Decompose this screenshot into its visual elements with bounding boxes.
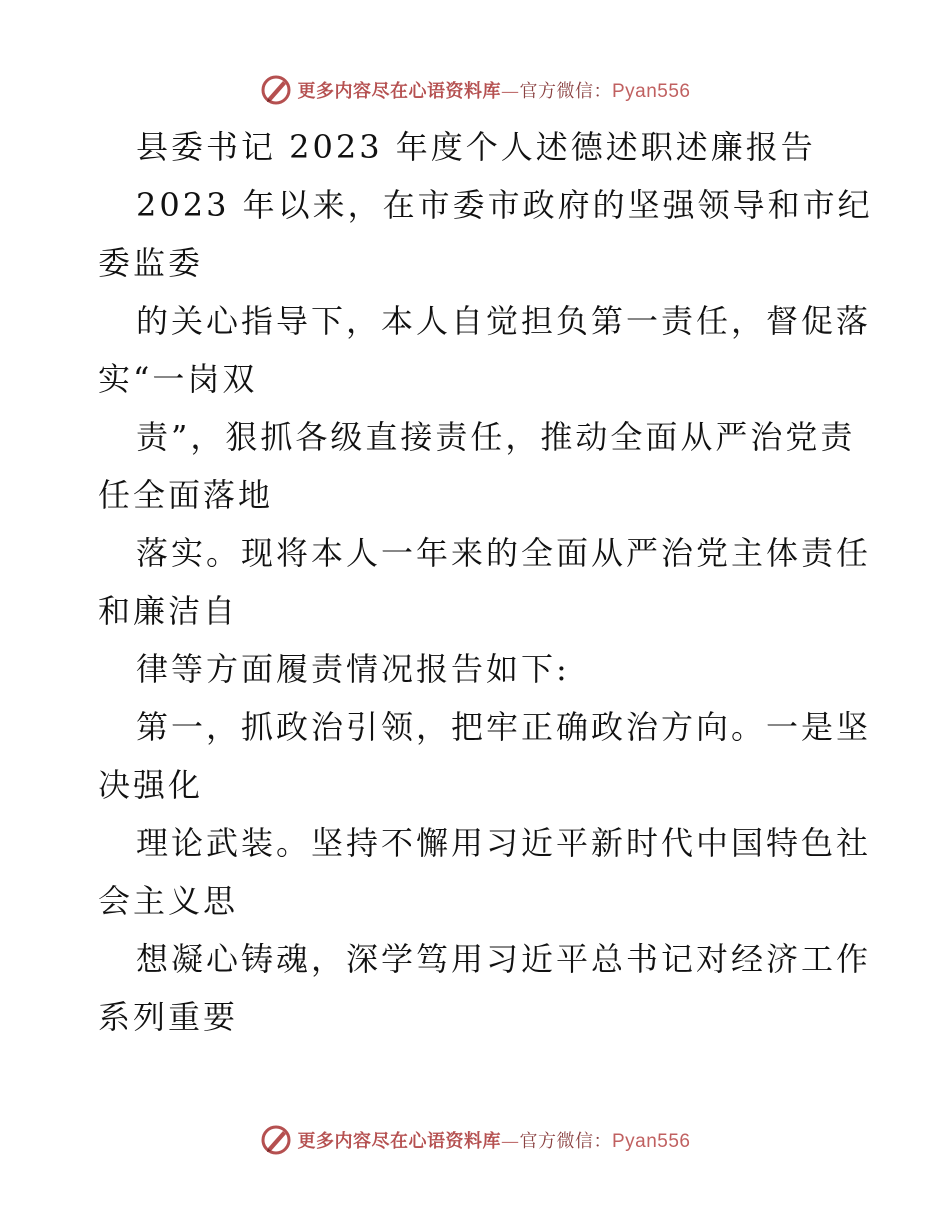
header-brand: 更多内容尽在心语资料库: [297, 81, 501, 102]
header-wechat-id: Pyan556: [611, 81, 691, 102]
paragraph-line: 会主义思: [98, 882, 239, 920]
footer-dash: —: [500, 1131, 520, 1152]
paragraph-line: 责”，狠抓各级直接责任，推动全面从严治党责: [136, 418, 856, 456]
header-wechat-label: 官方微信：: [519, 81, 612, 102]
footer-banner: [0, 1120, 950, 1160]
paragraph-line: 委监委: [98, 244, 204, 282]
footer-brand: 更多内容尽在心语资料库: [297, 1131, 501, 1152]
document-title: 县委书记 2023 年度个人述德述职述廉报告: [136, 128, 816, 166]
paragraph-line: 第一，抓政治引领，把牢正确政治方向。一是坚: [136, 708, 872, 746]
header-dash: —: [500, 81, 520, 102]
pen-logo-icon: [259, 1123, 293, 1157]
paragraph-line: 和廉洁自: [98, 592, 239, 630]
document-body: [98, 118, 873, 1046]
paragraph-line: 2023 年以来，在市委市政府的坚强领导和市纪: [136, 186, 873, 224]
footer-wechat-label: 官方微信：: [519, 1131, 612, 1152]
paragraph-line: 系列重要: [98, 998, 239, 1036]
paragraph-line: 实“一岗双: [98, 360, 258, 398]
header-banner: [0, 70, 950, 110]
paragraph-line: 理论武装。坚持不懈用习近平新时代中国特色社: [136, 824, 872, 862]
paragraph-line: 的关心指导下，本人自觉担负第一责任，督促落: [136, 302, 872, 340]
paragraph-line: 想凝心铸魂，深学笃用习近平总书记对经济工作: [136, 940, 872, 978]
pen-logo-icon: [259, 73, 293, 107]
paragraph-line: 决强化: [98, 766, 204, 804]
footer-wechat-id: Pyan556: [611, 1131, 691, 1152]
paragraph-line: 律等方面履责情况报告如下:: [136, 650, 570, 688]
paragraph-line: 落实。现将本人一年来的全面从严治党主体责任: [136, 534, 872, 572]
paragraph-line: 任全面落地: [98, 476, 274, 514]
header-watermark-text: [297, 77, 690, 103]
footer-watermark-text: [297, 1127, 690, 1153]
